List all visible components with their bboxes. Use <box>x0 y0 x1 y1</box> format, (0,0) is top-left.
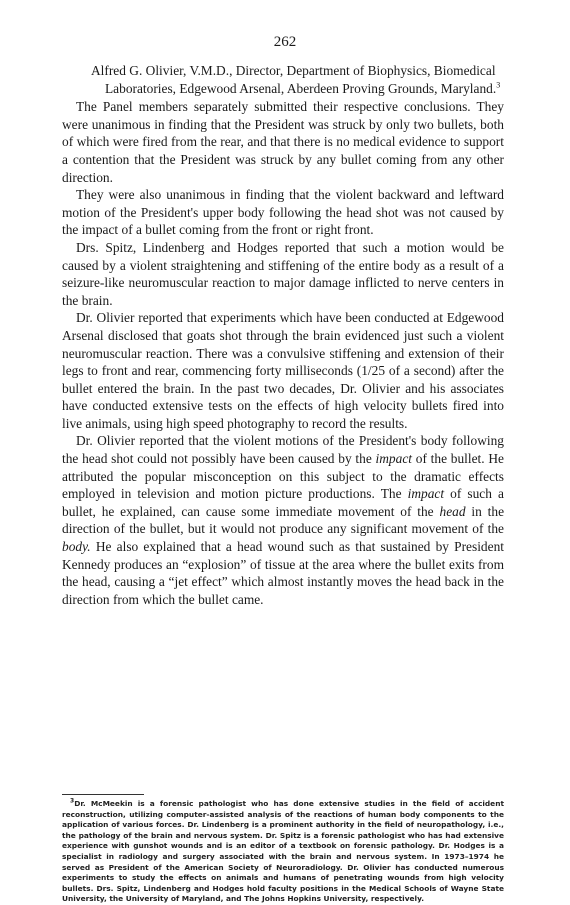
emphasis-body: body. <box>62 539 91 555</box>
text-segment: of such a bullet, he explained, can cause some immediate movement of the <box>62 486 504 519</box>
page-number: 262 <box>273 34 297 50</box>
panel-member-entry <box>62 62 504 97</box>
entry-text: Alfred G. Olivier, V.M.D., Director, Department of Biophysics, Biomedical Laboratories, Edgewood Arsenal, Aberdeen Proving Grounds, Maryland. <box>91 63 497 96</box>
footnote-divider <box>62 794 144 795</box>
text-segment: Dr. Olivier reported that the violent motions of the President's body following the head shot could not possibly have been caused by the <box>62 433 504 467</box>
paragraph-backward-motion: They were also unanimous in finding that the violent backward and leftward motion of the President's upper body following the head shot was not caused by the impact of a bullet coming from the front or right front. <box>62 187 504 238</box>
emphasis-impact: impact <box>407 486 445 502</box>
paragraph-goat-experiments: Dr. Olivier reported that experiments which have been conducted at Edgewood Arsenal disclosed that goats shot through the brain evidenced just such a violent neuromuscular reaction. There was a convulsive stiffening and extension of their legs to front and rear, commencing forty milliseconds (1/25 of a second) after the bullet entered the brain. In the past two decades, Dr. Olivier and his associates have conducted extensive tests on the effects of high velocity bullets fired into live animals, using high speed photography to record the results. <box>62 310 504 431</box>
footnote-text: Dr. McMeekin is a forensic pathologist who has done extensive studies in the field of accident reconstruction, utilizing computer-assisted analysis of the reactions of human body components to the application of various forces. Dr. Lindenberg is a prominent authority in the field of neuropathology, i.e., the pathology of the brain and nervous system. Dr. Spitz is a forensic pathologist who has had extensive experience with gunshot wounds and is an editor of a textbook on forensic pathology. Dr. Hodges is a specialist in radiology and surgery associated with the brain and nervous system. In 1973–1974 he served as President of the American Society of Neuroradiology. Dr. Olivier has conducted numerous experiments to study the effects on animals and humans of penetrating wounds from high velocity bullets. Drs. Spitz, Lindenberg and Hodges hold faculty positions in the Medical Schools of Wayne State University, the University of Maryland, and The Johns Hopkins University, respectively. <box>62 799 504 904</box>
emphasis-impact: impact <box>375 451 412 467</box>
text-segment: of the bullet. He attributed the popular misconception on this subject to the dramatic effects employed in television and motion picture productions. The <box>62 451 504 502</box>
footnote-reference: 3 <box>496 80 501 90</box>
emphasis-head: head <box>439 503 466 519</box>
body-text <box>62 62 504 608</box>
paragraph-neuromuscular-reaction: Drs. Spitz, Lindenberg and Hodges reported that such a motion would be caused by a violent straightening and stiffening of the entire body as a result of a seizure-like neuromuscular reaction to major damage inflicted to nerve centers in the brain. <box>62 239 504 308</box>
paragraph-conclusions: The Panel members separately submitted their respective conclusions. They were unanimous in finding that the President was struck by only two bullets, both of which were fired from the rear, and that there is no medical evidence to support a contention that the President was struck by any bullet coming from any other direction. <box>62 99 504 185</box>
text-segment: in the direction of the bullet, but it would not produce any significant movement of the <box>62 503 505 537</box>
footnote <box>62 799 504 905</box>
footnote-marker: 3 <box>70 797 75 805</box>
text-segment: He also explained that a head wound such as that sustained by President Kennedy produces an “explosion” of tissue at the area where the bullet exits from the head, causing a “jet effect” which almost instantly moves the head back in the direction from which the bullet came. <box>62 539 504 607</box>
paragraph-bullet-impact <box>62 432 504 608</box>
